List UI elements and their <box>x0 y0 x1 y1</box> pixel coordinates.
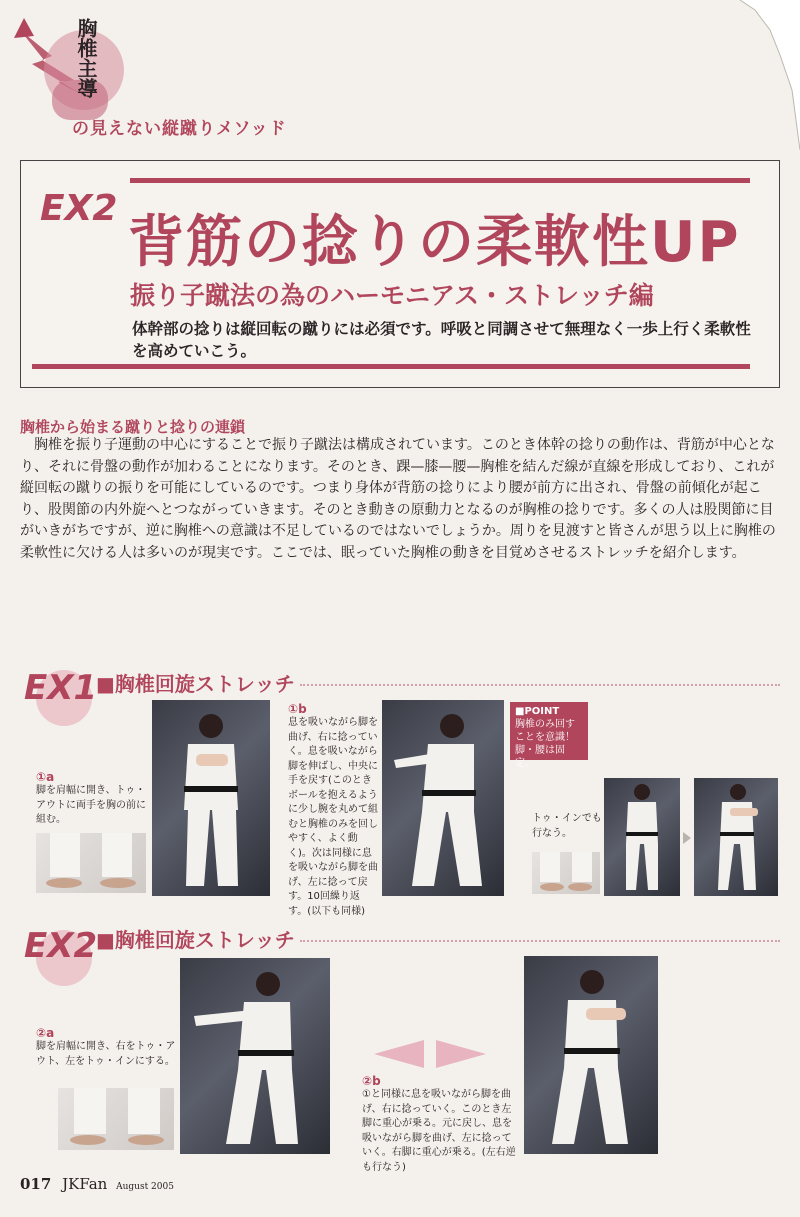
ex2-step-b-text: ①と同様に息を吸いながら脚を曲げ、右に捻っていく。このとき左脚に重心が乗る。元に戻し、息を吸いながら脚を曲げ、左に捻っていく。右脚に重心が乗る。(左右逆も行なう) <box>362 1089 516 1173</box>
ex2-step-a-number: ②a <box>36 1026 55 1040</box>
ex1-feet-photo-a <box>36 833 146 893</box>
title-top-rule <box>130 178 750 183</box>
ex1-photo-a <box>152 700 270 896</box>
ex2-photo-b <box>524 956 658 1154</box>
page-footer <box>20 1175 174 1193</box>
point-text: 胸椎のみ回すことを意識！脚・腰は固定。 <box>515 719 575 769</box>
ex2-tag: EX2 <box>24 926 98 966</box>
ex2-step-a-caption <box>36 1026 176 1069</box>
ex2-nav-arrows <box>374 1040 490 1068</box>
point-title: ■POINT <box>515 706 560 717</box>
magazine-name: JKFan <box>62 1175 108 1193</box>
series-badge <box>12 8 130 126</box>
ex1-step-a-text: 脚を肩幅に開き、トゥ・アウトに両手を胸の前に組む。 <box>36 785 146 825</box>
toe-in-caption: トゥ・インでも行なう。 <box>532 813 602 839</box>
ex1-step-a-caption <box>36 770 151 828</box>
ex1-step-b-caption <box>288 702 378 919</box>
ex2-dotted-rule <box>300 940 780 942</box>
title-bottom-rule <box>32 364 750 369</box>
ex1-step-b-text: 息を吸いながら脚を曲げ、右に捻っていく。息を吸いながら脚を伸ばし、中央に手を戻す(このときボールを抱えるように少し腕を丸めて組むと胸椎のみを回しやすく、よく動く)。次は同様に息を吸いながら脚を曲げ、左に捻って戻す。10回繰り返す。(以下も同様) <box>288 717 378 917</box>
badge-text: 胸椎主導 <box>74 18 98 98</box>
ex1-photo-b <box>382 700 504 896</box>
page-number: 017 <box>20 1175 52 1193</box>
page-subtitle: 振り子蹴法の為のハーモニアス・ストレッチ編 <box>130 281 654 310</box>
issue-date: August 2005 <box>116 1182 174 1192</box>
ex2-step-a-text: 脚を肩幅に開き、右をトゥ・アウト、左をトゥ・インにする。 <box>36 1041 176 1067</box>
ex1-photo-toe-in-b <box>694 778 778 896</box>
article-body: 胸椎を振り子運動の中心にすることで振り子蹴法は構成されています。このとき体幹の捻りの動作は、背筋が中心となり、それに骨盤の動作が加わることになります。そのとき、踝—膝—腰—胸椎を結んだ線が直線を形成しており、これが縦回転の蹴りの振りを可能にしているのです。つまり身体が背筋の捻りにより腰が前方に出され、骨盤の前傾化が起こり、股関節の内外旋へとつながっていきます。そのとき動きの原動力となるのが胸椎の捻りです。多くの人は股関節に目がいきがちですが、逆に胸椎への意識は不足しているのではないでしょうか。周りを見渡すと皆さんが思う以上に胸椎の柔軟性に欠ける人は多いのが現実です。ここでは、眠っていた胸椎の動きを目覚めさせるストレッチを紹介します。 <box>20 437 776 561</box>
ex2-step-b-caption <box>362 1074 520 1175</box>
ex2-photo-a <box>180 958 330 1154</box>
ex1-dotted-rule <box>300 684 780 686</box>
ex1-step-b-number: ①b <box>288 702 307 716</box>
page-title: 背筋の捻りの柔軟性UP <box>128 210 741 275</box>
ex2-step-b-number: ②b <box>362 1074 381 1088</box>
ex1-heading: ■胸椎回旋ストレッチ <box>96 672 295 696</box>
point-box <box>510 702 588 769</box>
arrow-left-icon <box>374 1040 424 1068</box>
arrow-right-icon <box>436 1040 486 1068</box>
ex1-feet-photo-toe-in <box>532 852 600 894</box>
ex1-step-a-number: ①a <box>36 770 55 784</box>
series-title: の見えない縦蹴りメソッド <box>72 119 287 139</box>
lead-text: 体幹部の捻りは縦回転の蹴りには必須です。呼吸と同調させて無理なく一歩上行く柔軟性を高めていこう。 <box>132 320 751 360</box>
ex2-heading: ■胸椎回旋ストレッチ <box>96 928 295 952</box>
ex1-photo-toe-in-a <box>604 778 680 896</box>
arrow-right-icon <box>683 832 691 844</box>
ex2-feet-photo-a <box>58 1088 174 1150</box>
ex1-tag: EX1 <box>24 668 98 708</box>
ex2-title-tag: EX2 <box>40 188 118 229</box>
article-heading: 胸椎から始まる蹴りと捻りの連鎖 <box>20 418 246 436</box>
